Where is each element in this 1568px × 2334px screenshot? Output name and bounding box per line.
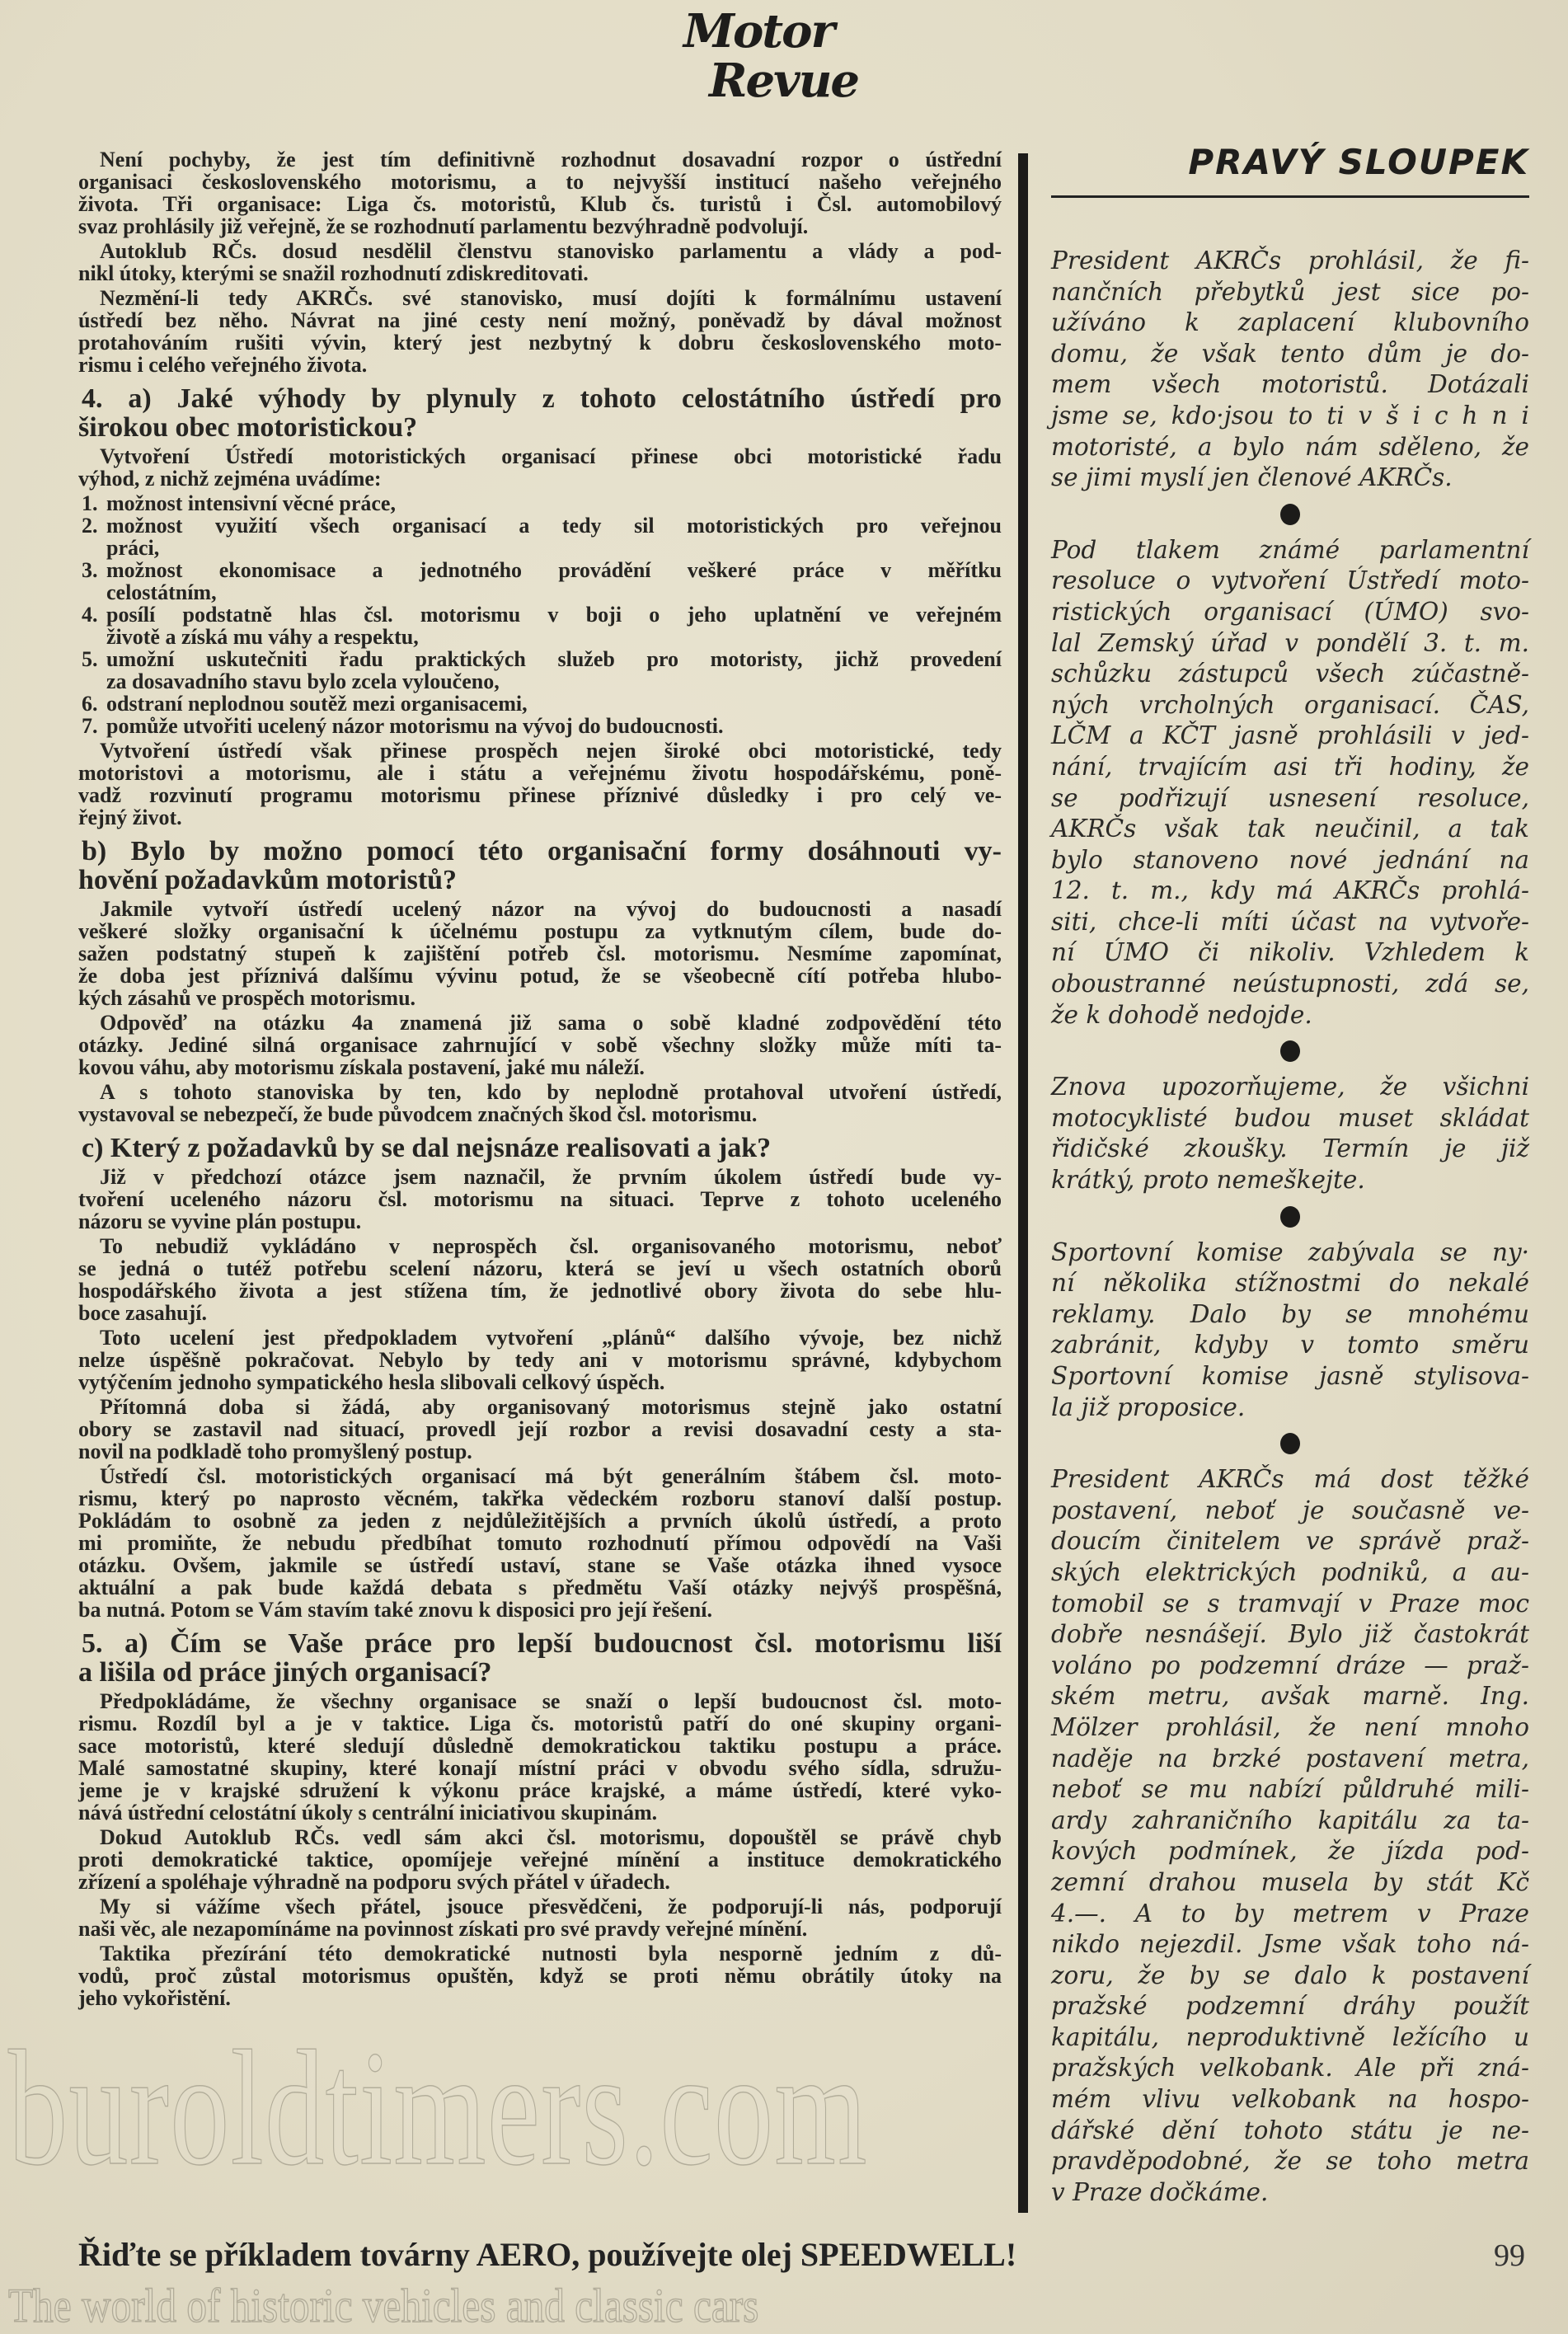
- text-line: nává ústřední celostátní úkoly s centrální iniciativou skupinám.: [78, 1801, 658, 1824]
- numbered-list: [78, 492, 1002, 737]
- text-line: naši věc, ale nezapomínáme na povinnost získati pro své pravdy veřejné mínění.: [78, 1917, 808, 1941]
- paragraph: [78, 287, 1002, 376]
- text-line: hospodářského života a jest stížena tím, že jednotlivé obory života do sebe hlu-: [78, 1279, 1002, 1303]
- text-line: LČM a KČT jasně prohlásili v jed-: [1051, 721, 1529, 750]
- text-line: Pod tlakem známé parlamentní: [1051, 535, 1529, 564]
- text-line: c) Který z požadavků by se dal nejsnáze realisovati a jak?: [82, 1133, 772, 1163]
- section-heading: [78, 1134, 1002, 1162]
- text-line: se podřizují usnesení resoluce,: [1051, 783, 1529, 812]
- text-line: otázky. Jediné silná organisace zahrnující v sobě všechny složky může míti ta-: [78, 1033, 1002, 1057]
- text-line: Předpokládáme, že všechny organisace se snaží o lepší budoucnost čsl. moto-: [100, 1689, 1002, 1713]
- paragraph: [78, 445, 1002, 490]
- list-item: [82, 559, 1002, 603]
- paragraph: [78, 240, 1002, 284]
- text-line: celostátním,: [106, 580, 217, 604]
- text-line: Autoklub RČs. dosud nesdělil členstvu stanovisko parlamentu a vlády a pod-: [100, 239, 1002, 263]
- text-line: dářské dění tohoto státu je ne-: [1051, 2116, 1529, 2144]
- text-line: obory se zastavil nad situací, provedl její rozbor a revisi dosavadní cesty a sta-: [78, 1417, 1002, 1441]
- text-line: možnost využití všech organisací a tedy sil motoristických pro veřejnou: [106, 514, 1002, 538]
- text-line: boce zasahují.: [78, 1301, 207, 1325]
- text-line: voláno po podzemní dráze — praž-: [1051, 1651, 1529, 1679]
- text-line: sažen podstatný stupeň k zajištění potřeb čsl. motorismu. Nesmíme zapomínat,: [78, 942, 1002, 965]
- list-item-number: 7.: [82, 714, 98, 738]
- text-line: Vytvoření ústředí však přinese prospěch nejen široké obci motoristické, tedy: [100, 739, 1002, 763]
- text-line: zoru, že by se dalo k postavení: [1051, 1961, 1529, 1989]
- text-line: Přítomná doba si žádá, aby organisovaný motorismus stejně jako ostatní: [100, 1395, 1002, 1419]
- text-line: širokou obec motoristickou?: [78, 412, 418, 443]
- text-line: pražských velkobank. Ale při zná-: [1051, 2054, 1529, 2083]
- text-line: Toto ucelení jest předpokladem vytvoření „plánů“ dalšího vývoje, bez nichž: [100, 1326, 1002, 1350]
- text-line: krátký, proto nemeškejte.: [1051, 1166, 1365, 1195]
- text-line: názoru se vyvine plán postupu.: [78, 1209, 362, 1233]
- masthead-logo: [683, 4, 859, 108]
- text-line: ní několika stížnostmi do nekalé: [1051, 1269, 1529, 1298]
- text-line: reklamy. Dalo by se mnohému: [1051, 1299, 1529, 1328]
- text-line: ských elektrických podniků, a au-: [1051, 1557, 1529, 1586]
- text-line: President AKRČs prohlásil, že fi-: [1051, 247, 1529, 275]
- list-item-number: 4.: [82, 603, 98, 627]
- text-line: aktuální a pak bude každá debata s předmětu Vaší otázky nejvýš prospěšná,: [78, 1576, 1002, 1599]
- text-line: mi promiňte, že nebudu předbíhat tomuto rozhodnutí přímou odpovědí na Vaši: [78, 1531, 1002, 1555]
- news-item: [1051, 1072, 1529, 1195]
- text-line: v Praze dočkáme.: [1051, 2177, 1269, 2206]
- text-line: Není pochyby, že jest tím definitivně rozhodnut dosavadní rozpor o ústřední: [100, 148, 1002, 171]
- text-line: Mölzer prohlásil, že není mnoho: [1051, 1712, 1529, 1741]
- text-line: organisaci československého motorismu, a to nejvyšší institucí našeho veřejného: [78, 170, 1002, 194]
- text-line: motoristé, a bylo nám sděleno, že: [1051, 432, 1529, 461]
- text-line: 4. a) Jaké výhody by plynuly z tohoto celostátního ústředí pro: [82, 383, 1002, 414]
- text-line: My si vážíme všech přátel, jsouce přesvědčeni, že podporují-li nás, podporují: [100, 1895, 1002, 1918]
- text-line: možnost ekonomisace a jednotného provádění veškeré práce v měřítku: [106, 558, 1002, 582]
- paragraph: [78, 1235, 1002, 1324]
- text-line: rismu. Rozdíl byl a je v taktice. Liga čs. motoristů patří do oné skupiny organi-: [78, 1712, 1002, 1735]
- text-line: Dokud Autoklub RČs. vedl sám akci čsl. motorismu, dopouštěl se právě chyb: [100, 1825, 1002, 1849]
- list-item: [82, 693, 1002, 715]
- text-line: Nezmění-li tedy AKRČs. své stanovisko, musí dojíti k formálnímu ustavení: [100, 286, 1002, 310]
- text-line: rismu i celého veřejného života.: [78, 353, 368, 377]
- text-line: vytýčením jednoho sympatického hesla slibovali celkový úspěch.: [78, 1370, 665, 1394]
- paragraph: [78, 1166, 1002, 1233]
- text-line: zabránit, kdyby v tomto směru: [1051, 1331, 1529, 1360]
- text-line: oboustranné neústupnosti, zdá se,: [1051, 970, 1529, 998]
- text-line: jeho vykořistění.: [78, 1986, 231, 2010]
- text-line: práci,: [106, 536, 160, 560]
- paragraph: [78, 1942, 1002, 2009]
- text-line: řejný život.: [78, 805, 182, 829]
- news-item: [1051, 1464, 1529, 2208]
- text-line: rismu, který po naprosto věcném, takřka vědeckém rozboru stanoví další postup.: [78, 1486, 1002, 1510]
- text-line: la již proposice.: [1051, 1392, 1246, 1421]
- text-line: siti, chce-li míti účast na vytvoře-: [1051, 907, 1529, 936]
- text-line: Znova upozorňujeme, že všichni: [1051, 1073, 1529, 1101]
- text-line: jeme je v krajské sdružení k výkonu práce krajské, a máme ústředí, které vyko-: [78, 1778, 1002, 1802]
- list-item-number: 2.: [82, 514, 98, 538]
- text-line: za dosavadního stavu bylo zcela vyloučeno,: [106, 669, 500, 693]
- text-line: sace motoristů, které sledují důsledně demokratickou taktiku postupu a práce.: [78, 1734, 1002, 1758]
- text-line: A s tohoto stanoviska by ten, kdo by neplodně protahoval utvoření ústředí,: [100, 1080, 1002, 1104]
- paragraph: [78, 898, 1002, 1009]
- text-line: ristických organisací (ÚMO) svo-: [1051, 597, 1529, 626]
- text-line: kých zásahů ve prospěch motorismu.: [78, 986, 416, 1010]
- text-line: novil na podkladě toho promyšlený postup.: [78, 1439, 472, 1463]
- text-line: Vytvoření Ústředí motoristických organisací přinese obci motoristické řadu: [100, 444, 1002, 468]
- paragraph: [78, 1895, 1002, 1940]
- list-item-number: 3.: [82, 558, 98, 582]
- list-item-number: 1.: [82, 491, 98, 515]
- section-heading: [78, 384, 1002, 442]
- text-line: jsme se, kdo·jsou to ti v š i c h n i: [1051, 401, 1529, 430]
- text-line: 12. t. m., kdy má AKRČs prohlá-: [1051, 876, 1529, 905]
- text-line: lal Zemský úřad v pondělí 3. t. m.: [1051, 628, 1529, 657]
- text-line: ní ÚMO či nikoliv. Vzhledem k: [1051, 938, 1529, 967]
- right-column: [1051, 246, 1529, 2208]
- text-line: naděje na brzké postavení metra,: [1051, 1744, 1529, 1773]
- text-line: Jakmile vytvoří ústředí ucelený názor na vývoj do budoucnosti a nasadí: [100, 897, 1002, 921]
- text-line: vadž rozvinutí programu motorismu přinese příznivé důsledky i pro celý ve-: [78, 783, 1002, 807]
- text-line: motoristovi a motorismu, ale i státu a veřejnému životu hospodářskému, poně-: [78, 761, 1002, 785]
- list-item: [82, 514, 1002, 559]
- text-line: odstraní neplodnou soutěž mezi organisacemi,: [106, 692, 528, 716]
- section-heading: [78, 1629, 1002, 1687]
- text-line: protahováním rušiti vývin, který jest nezbytný k dobru československého moto-: [78, 331, 1002, 355]
- text-line: President AKRČs má dost těžké: [1051, 1465, 1529, 1494]
- text-line: Ústředí čsl. motoristických organisací má být generálním štábem čsl. moto-: [100, 1464, 1002, 1488]
- news-item: [1051, 535, 1529, 1031]
- list-item: [82, 715, 1002, 737]
- text-line: života. Tři organisace: Liga čs. motoristů, Klub čs. turistů i Čsl. automobilový: [78, 192, 1002, 216]
- text-line: nančních přebytků jest sice po-: [1051, 277, 1529, 306]
- section-heading: [78, 837, 1002, 895]
- text-line: nání, trvajícím asi tři hodiny, že: [1051, 752, 1529, 781]
- text-line: zřízení a spoléhaje výhradně na podporu svých přátel v úřadech.: [78, 1870, 670, 1894]
- text-line: resoluce o vytvoření Ústředí moto-: [1051, 566, 1529, 595]
- paragraph: [78, 1465, 1002, 1621]
- text-line: Sportovní komise jasně stylisova-: [1051, 1362, 1529, 1390]
- right-column-title: PRAVÝ SLOUPEK: [1188, 142, 1529, 182]
- text-line: ných vrcholných organisací. ČAS,: [1051, 690, 1529, 719]
- text-line: veškeré složky organisační k účelnému postupu za vytknutým cílem, bude do-: [78, 919, 1002, 943]
- text-line: ardy zahraničního kapitálu za ta-: [1051, 1806, 1529, 1834]
- list-item: [82, 603, 1002, 648]
- text-line: To nebudiž vykládáno v neprospěch čsl. organisovaného motorismu, neboť: [100, 1234, 1002, 1258]
- text-line: Taktika přezírání této demokratické nutnosti byla nesporně jedním z dů-: [100, 1942, 1002, 1965]
- text-line: neboť se mu nabízí půldruhé mili-: [1051, 1775, 1529, 1804]
- text-line: tvoření uceleného názoru čsl. motorismu na situaci. Teprve z tohoto uceleného: [78, 1187, 1002, 1211]
- text-line: AKRČs však tak neučinil, a tak: [1051, 815, 1529, 843]
- text-line: pravděpodobné, že se toho metra: [1051, 2147, 1529, 2176]
- bullet-dot-icon: [1280, 504, 1300, 525]
- text-line: užíváno k zaplacení klubovního: [1051, 308, 1529, 337]
- list-item-text: [106, 648, 1002, 693]
- text-line: se jedná o tutéž potřebu scelení názoru, která se jeví u všech ostatních oborů: [78, 1256, 1002, 1280]
- text-line: že k dohodě nedojde.: [1051, 1000, 1312, 1029]
- page-number: 99: [1494, 2238, 1525, 2273]
- list-item-number: 6.: [82, 692, 98, 716]
- paragraph: [78, 1012, 1002, 1078]
- text-line: doucím činitelem ve správě praž-: [1051, 1527, 1529, 1556]
- list-item-text: [106, 693, 1002, 715]
- list-item-text: [106, 492, 1002, 514]
- text-line: proti demokratické taktice, opomíjeje veřejné mínění a instituce demokratického: [78, 1848, 1002, 1871]
- text-line: hovění požadavkům motoristů?: [78, 865, 458, 895]
- bullet-separator: [1051, 1196, 1529, 1237]
- masthead-line-1: Motor: [683, 4, 834, 59]
- text-line: životě a získá mu váhy a respektu,: [106, 625, 419, 649]
- masthead-line-2: Revue: [709, 54, 859, 108]
- text-line: bylo stanoveno nové jednání na: [1051, 845, 1529, 874]
- text-line: umožní uskutečniti řadu praktických služeb pro motoristy, jichž provedení: [106, 647, 1002, 671]
- text-line: svaz prohlásily již veřejně, že se rozhodnutí parlamentu bezvýhradně podvolují.: [78, 214, 809, 238]
- text-line: postavení, neboť je současně ve-: [1051, 1496, 1529, 1524]
- paragraph: [78, 740, 1002, 829]
- news-item: [1051, 1237, 1529, 1424]
- list-item-text: [106, 715, 1002, 737]
- text-line: pražské podzemní dráhy použít: [1051, 1992, 1529, 2021]
- text-line: 4.—. A to by metrem v Praze: [1051, 1899, 1529, 1928]
- bullet-separator: [1051, 494, 1529, 535]
- text-line: nikdo nejezdil. Jsme však toho ná-: [1051, 1930, 1529, 1959]
- text-line: kapitálu, neproduktivně ležícího u: [1051, 2022, 1529, 2051]
- text-line: řidičské zkoušky. Termín je již: [1051, 1134, 1529, 1163]
- paragraph: [78, 1396, 1002, 1463]
- bullet-dot-icon: [1280, 1040, 1300, 1062]
- list-item-text: [106, 514, 1002, 559]
- text-line: motocyklisté budou muset skládat: [1051, 1103, 1529, 1132]
- list-item: [82, 648, 1002, 693]
- text-line: schůzku zástupců všech zúčastně-: [1051, 660, 1529, 688]
- text-line: dobře nesnášejí. Bylo již častokrát: [1051, 1620, 1529, 1649]
- text-line: mem všech motoristů. Dotázali: [1051, 370, 1529, 399]
- text-line: otázku. Ovšem, jakmile se ústředí ustaví, stane se Vaše otázka ihned vysoce: [78, 1553, 1002, 1577]
- text-line: Již v předchozí otázce jsem naznačil, že prvním úkolem ústředí bude vy-: [100, 1165, 1002, 1189]
- news-item: [1051, 246, 1529, 494]
- text-line: pomůže utvořiti ucelený názor motorismu na vývoj do budoucnosti.: [106, 714, 724, 738]
- list-item-text: [106, 559, 1002, 603]
- text-line: a lišila od práce jiných organisací?: [78, 1657, 492, 1688]
- paragraph: [78, 1081, 1002, 1125]
- list-item: [82, 492, 1002, 514]
- bullet-dot-icon: [1280, 1206, 1300, 1228]
- bullet-dot-icon: [1280, 1433, 1300, 1454]
- footer-slogan: Řiďte se příkladem továrny AERO, používejte olej SPEEDWELL!: [78, 2236, 1017, 2273]
- bullet-separator: [1051, 1031, 1529, 1072]
- column-divider-bar: [1018, 153, 1028, 2213]
- right-column-title-rule: [1051, 195, 1529, 198]
- text-line: tomobil se s tramvají v Praze moc: [1051, 1589, 1529, 1618]
- text-line: výhod, z nichž zejména uvádíme:: [78, 467, 382, 491]
- text-line: ba nutná. Potom se Vám stavím také znovu k disposici pro její řešení.: [78, 1598, 712, 1622]
- paragraph: [78, 1690, 1002, 1824]
- paragraph: [78, 1826, 1002, 1893]
- text-line: ském metru, avšak marně. Ing.: [1051, 1682, 1529, 1711]
- text-line: b) Bylo by možno pomocí této organisační formy dosáhnouti vy-: [82, 836, 1002, 866]
- paragraph: [78, 1327, 1002, 1393]
- text-line: Odpověď na otázku 4a znamená již sama o sobě kladné zodpovědění této: [100, 1011, 1002, 1035]
- paragraph: [78, 148, 1002, 237]
- list-item-text: [106, 603, 1002, 648]
- text-line: nelze úspěšně pokračovat. Nebylo by tedy ani v motorismu správné, kdybychom: [78, 1348, 1002, 1372]
- text-line: Malé samostatné skupiny, které konají místní práci v obvodu svého sídla, sdružu-: [78, 1756, 1002, 1780]
- text-line: možnost intensivní věcné práce,: [106, 491, 396, 515]
- list-item-number: 5.: [82, 647, 98, 671]
- text-line: kovou váhu, aby motorismu získala postavení, jaké mu náleží.: [78, 1055, 645, 1079]
- text-line: Sportovní komise zabývala se ny·: [1051, 1237, 1529, 1266]
- main-article-column: [78, 148, 1002, 2012]
- text-line: mém vlivu velkobank na hospo-: [1051, 2085, 1529, 2114]
- text-line: posílí podstatně hlas čsl. motorismu v boji o jeho uplatnění ve veřejném: [106, 603, 1002, 627]
- text-line: ústředí bez něho. Návrat na jiné cesty není možný, poněvadž by dával možnost: [78, 308, 1002, 332]
- text-line: Pokládám to osobně za jeden z nejdůležitějších a prvních úkolů ústředí, a proto: [78, 1509, 1002, 1533]
- text-line: že doba jest příznivá dalšímu vývinu potud, že se všeobecně cítí potřeba hlubo-: [78, 964, 1002, 988]
- text-line: nikl útoky, kterými se snažil rozhodnutí zdiskreditovati.: [78, 261, 589, 285]
- bullet-separator: [1051, 1423, 1529, 1464]
- text-line: se jimi myslí jen členové AKRČs.: [1051, 463, 1453, 492]
- text-line: zemní drahou musela by stát Kč: [1051, 1867, 1529, 1896]
- text-line: vystavoval se nebezpečí, že bude původcem značných škod čsl. motorismu.: [78, 1102, 758, 1126]
- text-line: 5. a) Čím se Vaše práce pro lepší budoucnost čsl. motorismu liší: [82, 1628, 1002, 1659]
- text-line: kových podmínek, že jízda pod-: [1051, 1837, 1529, 1866]
- text-line: vodů, proč zůstal motorismus opuštěn, když se proti němu obrátily útoky na: [78, 1964, 1002, 1988]
- text-line: domu, že však tento dům je do-: [1051, 339, 1529, 368]
